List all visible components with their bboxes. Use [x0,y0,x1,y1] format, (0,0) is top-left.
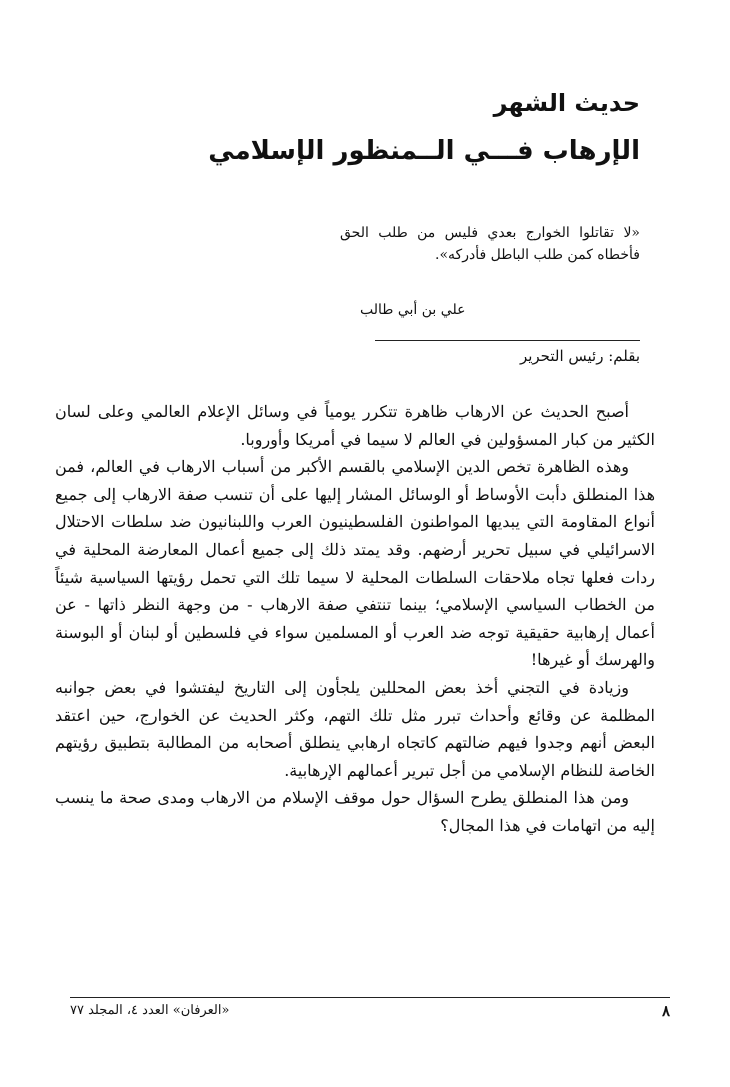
paragraph: وهذه الظاهرة تخص الدين الإسلامي بالقسم الأكبر من أسباب الارهاب في العالم، فمن هذا المنطلق دأبت الأوساط أو الوسائل المشار إليها على أن تنسب صفة الارهاب إلى جميع أنواع المقاومة التي يبديها المواطنون الفلسطينيون العرب واللبنانيون ضد سلطات الاحتلال الاسرائيلي في سبيل تحرير أرضهم. وقد يمتد ذلك إلى جميع أعمال المعارضة المحلية في ردات فعلها تجاه ملاحقات السلطات المحلية لا سيما تلك التي تحمل رؤيتها السياسية شيئاً من الخطاب السياسي الإسلامي؛ بينما تنتفي صفة الارهاب - من وجهة النظر ذاتها - عن أعمال إرهابية حقيقية توجه ضد العرب أو المسلمين سواء في فلسطين أو لبنان أو البوسنة والهرسك أو غيرها! [55,457,655,670]
page-number: ٨ [661,1002,670,1020]
paragraph: أصبح الحديث عن الارهاب ظاهرة تتكرر يومياً في وسائل الإعلام العالمي وعلى لسان الكثير من كبار المسؤولين في العالم لا سيما في أمريكا وأوروبا. [55,402,655,449]
journal-reference: «العرفان» العدد ٤، المجلد ٧٧ [70,1003,230,1018]
article-title: الإرهاب فـــي الــمنظور الإسلامي [208,136,640,166]
epigraph-quote: «لا تقاتلوا الخوارج بعدي فليس من طلب الحق فأخطاه كمن طلب الباطل فأدركه». [340,225,640,263]
byline: بقلم: رئيس التحرير [519,347,640,365]
footer-divider [70,997,670,998]
article-body [55,398,655,840]
paragraph: ومن هذا المنطلق يطرح السؤال حول موقف الإسلام من الارهاب ومدى صحة ما ينسب إليه من اتهامات في هذا المجال؟ [55,788,655,835]
paragraph: وزيادة في التجني أخذ بعض المحللين يلجأون إلى التاريخ ليفتشوا في بعض جوانبه المظلمة عن وقائع وأحداث تبرر مثل تلك التهم، وكثر الحديث عن الخوارج، حين اعتقد البعض أنهم وجدوا فيهم ضالتهم كاتجاه ارهابي ينطلق أصحابه من المطالبة بتطبيق رؤيتهم الخاصة للنظام الإسلامي من أجل تبرير أعمالهم الإرهابية. [55,677,655,780]
page-footer [70,1001,670,1023]
section-title: حديث الشهر [493,89,640,117]
byline-divider [375,340,640,341]
epigraph-author: علي بن أبي طالب [360,302,466,318]
